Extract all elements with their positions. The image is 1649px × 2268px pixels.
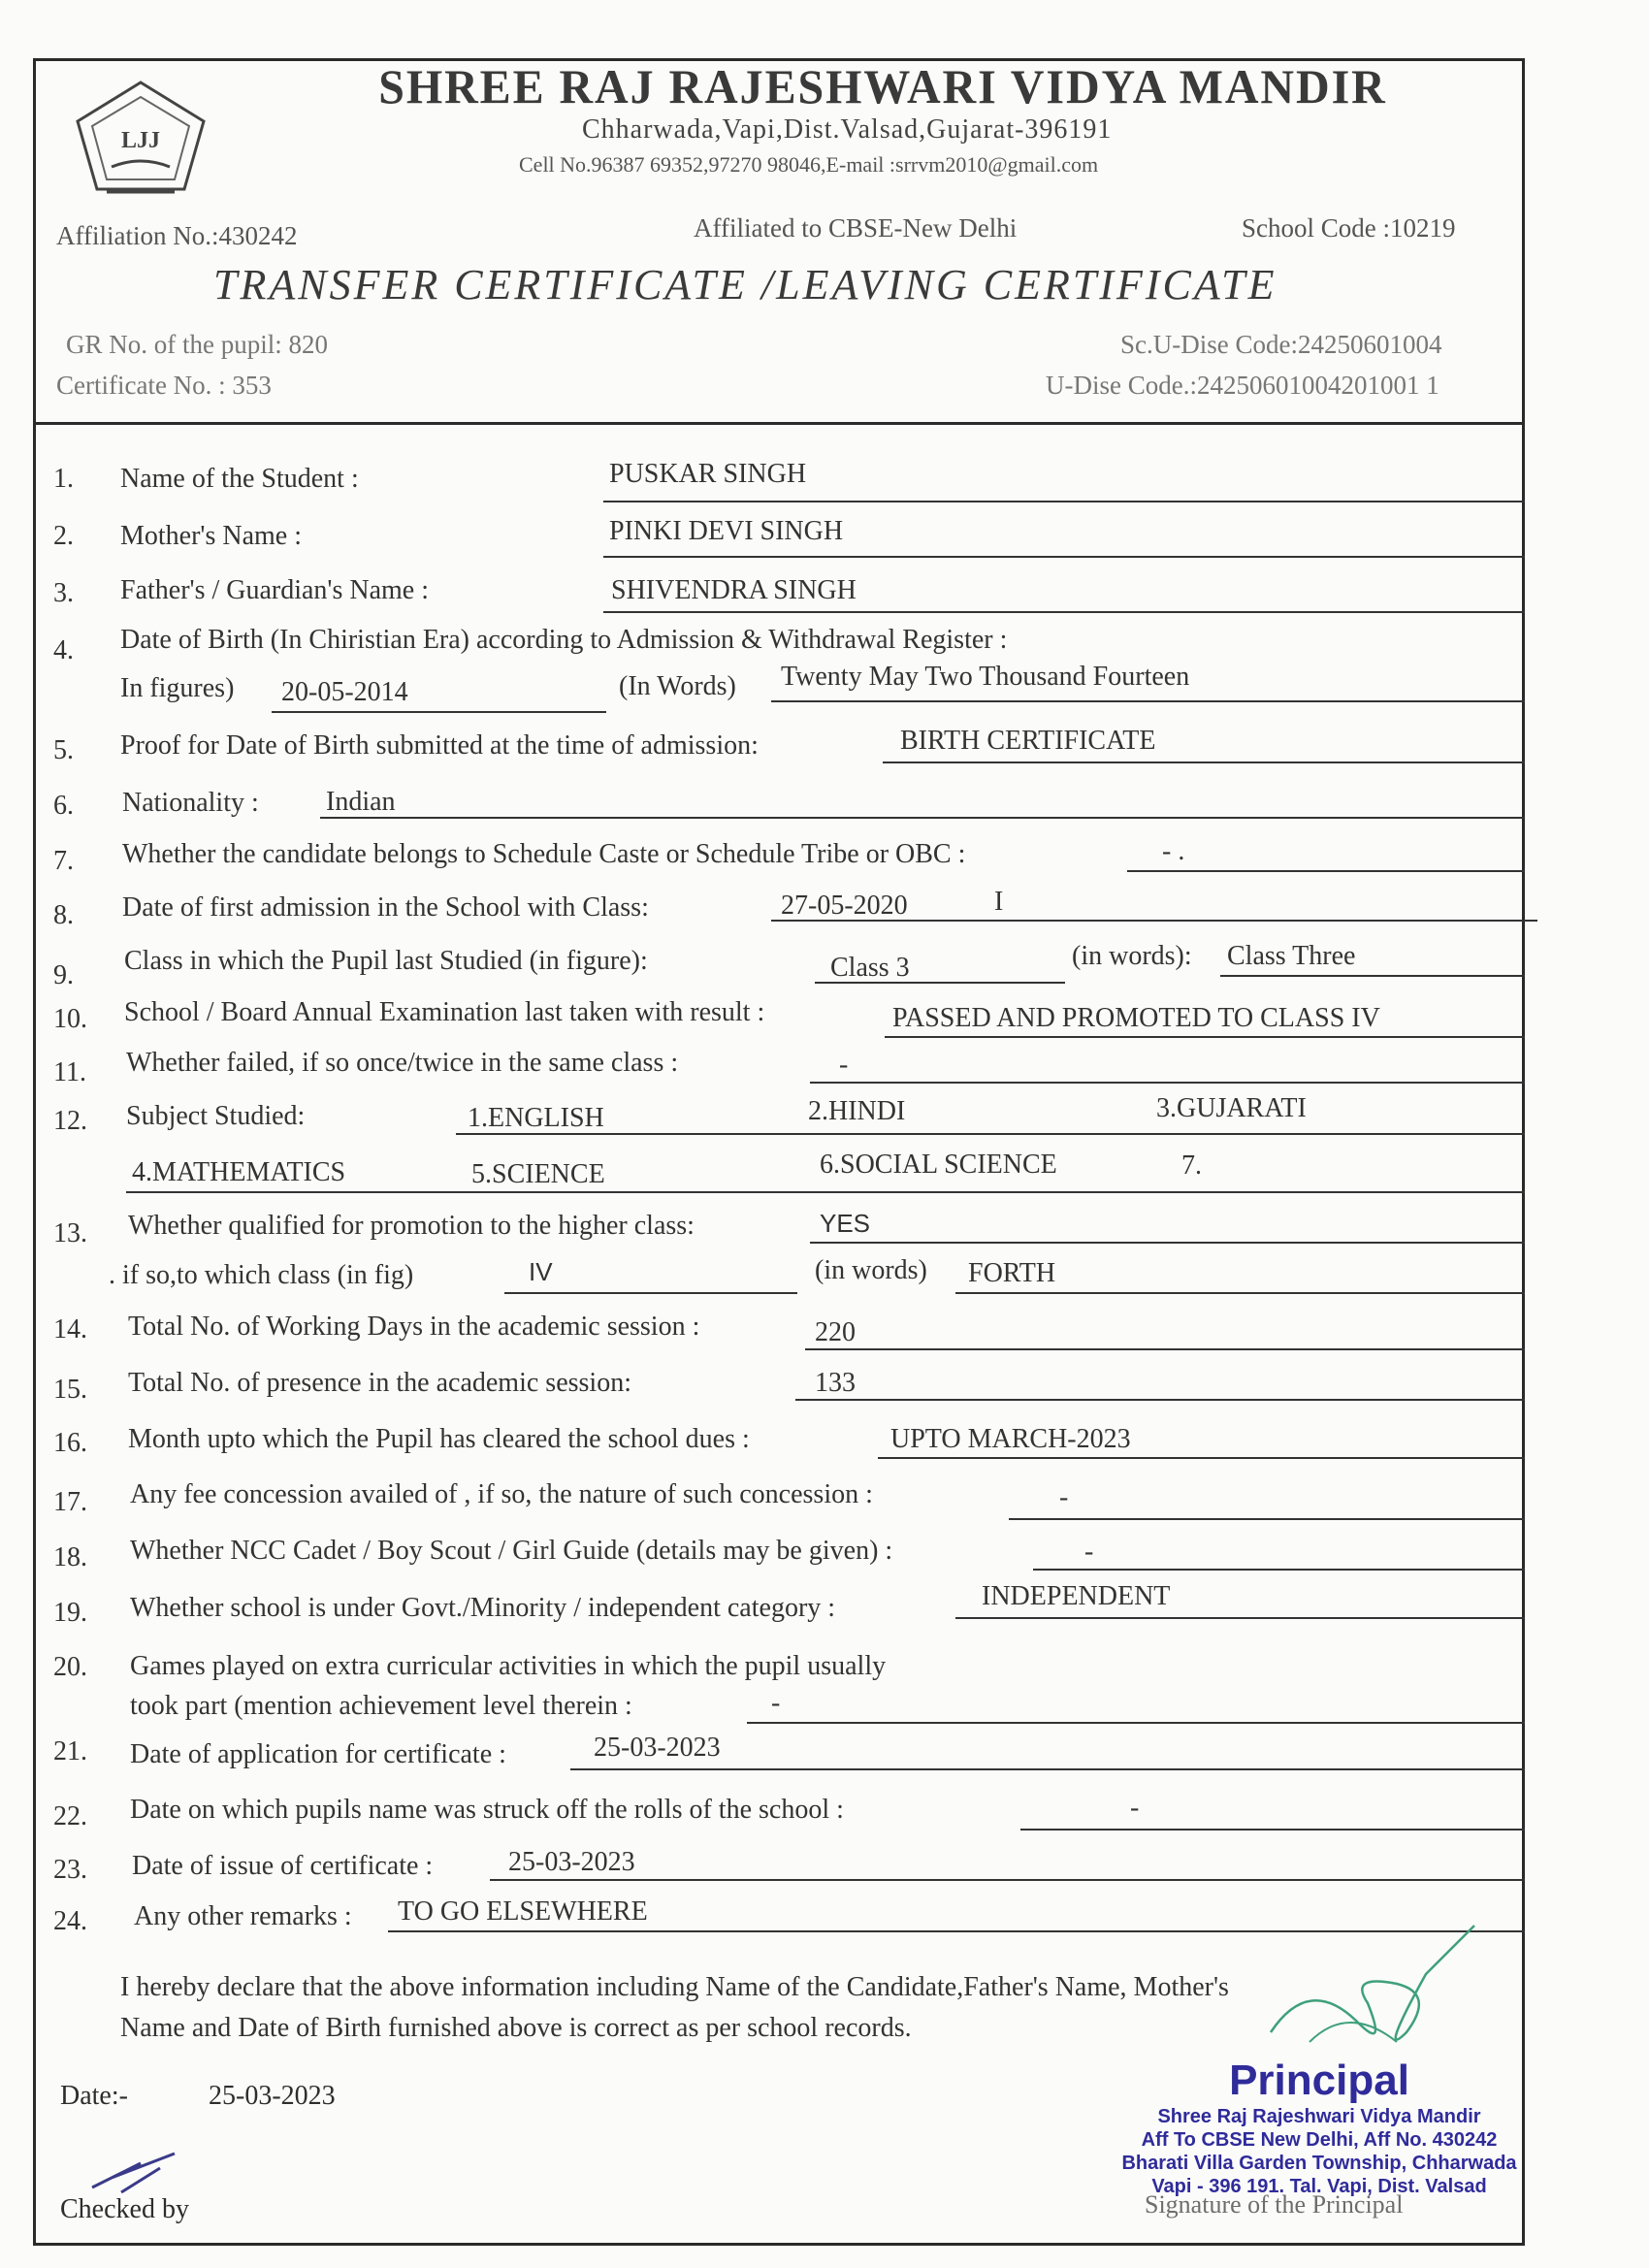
- mother-name-label: Mother's Name :: [120, 521, 303, 551]
- school-name: SHREE RAJ RAJESHWARI VIDYA MANDIR: [378, 59, 1387, 113]
- last-class-value: Class 3: [830, 953, 910, 983]
- presence-label: Total No. of presence in the academic session:: [128, 1368, 631, 1398]
- row-number: 3.: [53, 578, 74, 608]
- stamp-title: Principal: [1229, 2057, 1409, 2104]
- promotion-label: Whether qualified for promotion to the higher class:: [128, 1211, 695, 1241]
- underline: [1009, 1518, 1525, 1520]
- student-name-value: PUSKAR SINGH: [609, 459, 807, 489]
- last-class-words-label: (in words):: [1072, 941, 1192, 971]
- subject-item: 2.HINDI: [808, 1096, 906, 1126]
- affiliated-to: Affiliated to CBSE-New Delhi: [694, 213, 1018, 243]
- declaration-line: I hereby declare that the above information including Name of the Candidate,Father's Name, Mother's: [120, 1972, 1229, 2002]
- underline: [504, 1292, 797, 1294]
- row-number: 15.: [53, 1375, 87, 1405]
- games-value: -: [771, 1688, 781, 1718]
- row-number: 7.: [53, 846, 74, 876]
- row-number: 6.: [53, 791, 74, 821]
- row-number: 5.: [53, 735, 74, 765]
- date-label: Date:-: [60, 2081, 128, 2111]
- row-number: 18.: [53, 1542, 87, 1572]
- certificate-title: TRANSFER CERTIFICATE /LEAVING CERTIFICATE: [213, 261, 1277, 308]
- underline: [810, 1082, 1525, 1084]
- father-name-label: Father's / Guardian's Name :: [120, 575, 430, 605]
- underline: [810, 1242, 1525, 1244]
- row-number: 23.: [53, 1855, 87, 1885]
- student-name-label: Name of the Student :: [120, 464, 359, 494]
- dob-figures-value: 20-05-2014: [281, 677, 408, 707]
- certificate-number: Certificate No. : 353: [56, 371, 272, 400]
- promotion-value: YES: [820, 1209, 871, 1238]
- row-number: 16.: [53, 1428, 87, 1458]
- school-category-value: INDEPENDENT: [982, 1581, 1171, 1611]
- dues-label: Month upto which the Pupil has cleared the school dues :: [128, 1424, 750, 1454]
- row-number: 14.: [53, 1314, 87, 1345]
- school-category-label: Whether school is under Govt./Minority / independent category :: [130, 1593, 836, 1623]
- stamp-line: Aff To CBSE New Delhi, Aff No. 430242: [1141, 2129, 1498, 2151]
- underline: [955, 1617, 1525, 1619]
- row-number: 13.: [53, 1218, 87, 1248]
- row-number: 20.: [53, 1652, 87, 1682]
- father-name-value: SHIVENDRA SINGH: [611, 575, 857, 605]
- subject-item: 3.GUJARATI: [1156, 1093, 1307, 1123]
- working-days-value: 220: [815, 1317, 856, 1347]
- underline: [815, 982, 1065, 984]
- row-number: 12.: [53, 1106, 87, 1136]
- application-date-label: Date of application for certificate :: [130, 1739, 506, 1769]
- promotion-class-fig: IV: [529, 1257, 553, 1286]
- affiliation-number: Affiliation No.:430242: [56, 221, 298, 250]
- subject-item: 1.ENGLISH: [468, 1103, 604, 1133]
- mother-name-value: PINKI DEVI SINGH: [609, 516, 844, 546]
- underline: [456, 1133, 1525, 1135]
- failed-value: -: [839, 1050, 849, 1080]
- underline: [795, 1399, 1525, 1401]
- subject-item: 6.SOCIAL SCIENCE: [820, 1150, 1057, 1180]
- dues-value: UPTO MARCH-2023: [890, 1424, 1131, 1454]
- promotion-class-label: . if so,to which class (in fig): [109, 1260, 414, 1290]
- underline: [603, 611, 1525, 613]
- dob-proof-value: BIRTH CERTIFICATE: [900, 726, 1156, 756]
- first-admission-date: 27-05-2020: [781, 891, 908, 921]
- fee-concession-value: -: [1059, 1482, 1069, 1512]
- underline: [320, 817, 1525, 819]
- row-number: 10.: [53, 1004, 87, 1034]
- stamp-line: Shree Raj Rajeshwari Vidya Mandir: [1157, 2106, 1481, 2127]
- remarks-label: Any other remarks :: [134, 1901, 352, 1931]
- underline: [603, 501, 1525, 502]
- working-days-label: Total No. of Working Days in the academic session :: [128, 1312, 700, 1342]
- row-number: 9.: [53, 960, 74, 990]
- checker-signature-icon: [82, 2144, 199, 2202]
- underline: [126, 1191, 1525, 1193]
- underline: [1020, 1829, 1525, 1831]
- principal-stamp: [1096, 2057, 1542, 2198]
- promotion-class-words-value: FORTH: [968, 1258, 1056, 1288]
- underline: [771, 920, 1537, 922]
- udise-code: U-Dise Code.:24250601004201001 1: [1046, 371, 1439, 400]
- games-label-continued: took part (mention achievement level therein :: [130, 1691, 632, 1721]
- issue-date-label: Date of issue of certificate :: [132, 1851, 434, 1881]
- ncc-label: Whether NCC Cadet / Boy Scout / Girl Guide (details may be given) :: [130, 1536, 893, 1566]
- caste-category-value: - .: [1162, 836, 1185, 866]
- underline: [885, 1036, 1525, 1038]
- games-label: Games played on extra curricular activities in which the pupil usually: [130, 1651, 887, 1681]
- declaration-line: Name and Date of Birth furnished above is correct as per school records.: [120, 2013, 912, 2043]
- header-divider: [33, 422, 1525, 425]
- principal-signature-icon: [1251, 1916, 1484, 2071]
- remarks-value: TO GO ELSEWHERE: [398, 1896, 648, 1927]
- issue-date-value: 25-03-2023: [508, 1847, 635, 1877]
- stamp-line: Vapi - 396 191. Tal. Vapi, Dist. Valsad: [1151, 2176, 1487, 2197]
- last-class-label: Class in which the Pupil last Studied (in figure):: [124, 946, 648, 976]
- underline: [805, 1348, 1525, 1350]
- stamp-line: Bharati Villa Garden Township, Chharwada: [1121, 2153, 1517, 2174]
- underline: [1220, 975, 1525, 977]
- dob-label: Date of Birth (In Chiristian Era) according to Admission & Withdrawal Register :: [120, 625, 1008, 655]
- underline: [603, 556, 1525, 558]
- first-admission-label: Date of first admission in the School with Class:: [122, 892, 649, 923]
- dob-words-label: (In Words): [619, 671, 736, 701]
- gr-number: GR No. of the pupil: 820: [66, 330, 328, 359]
- dob-figures-label: In figures): [120, 673, 235, 703]
- struck-off-value: -: [1130, 1793, 1140, 1823]
- logo-text: LJJ: [120, 128, 161, 153]
- dob-words-value: Twenty May Two Thousand Fourteen: [781, 662, 1190, 692]
- subject-item: 5.SCIENCE: [471, 1159, 605, 1189]
- ncc-value: -: [1084, 1537, 1094, 1567]
- row-number: 8.: [53, 900, 74, 930]
- sc-udise-code: Sc.U-Dise Code:24250601004: [1120, 330, 1442, 359]
- last-exam-value: PASSED AND PROMOTED TO CLASS IV: [892, 1003, 1380, 1033]
- nationality-label: Nationality :: [122, 788, 259, 818]
- row-number: 4.: [53, 635, 74, 665]
- last-class-words-value: Class Three: [1227, 941, 1356, 971]
- school-contact: Cell No.96387 69352,97270 98046,E-mail :srrvm2010@gmail.com: [519, 152, 1099, 177]
- row-number: 19.: [53, 1598, 87, 1628]
- presence-value: 133: [815, 1368, 856, 1398]
- signature-caption: Signature of the Principal: [1145, 2190, 1404, 2219]
- nationality-value: Indian: [326, 787, 396, 817]
- underline: [955, 1292, 1525, 1294]
- last-exam-label: School / Board Annual Examination last taken with result :: [124, 997, 765, 1027]
- underline: [272, 711, 606, 713]
- row-number: 21.: [53, 1736, 87, 1766]
- school-logo-icon: [68, 78, 213, 204]
- subject-item: 7.: [1181, 1150, 1202, 1181]
- application-date-value: 25-03-2023: [594, 1733, 721, 1763]
- row-number: 22.: [53, 1801, 87, 1831]
- struck-off-label: Date on which pupils name was struck off the rolls of the school :: [130, 1795, 844, 1825]
- row-number: 11.: [53, 1057, 86, 1087]
- underline: [747, 1722, 1525, 1724]
- checked-by-label: Checked by: [60, 2194, 189, 2224]
- failed-label: Whether failed, if so once/twice in the same class :: [126, 1048, 679, 1078]
- caste-category-label: Whether the candidate belongs to Schedule Caste or Schedule Tribe or OBC :: [122, 839, 966, 869]
- promotion-class-words-label: (in words): [815, 1255, 927, 1285]
- subjects-label: Subject Studied:: [126, 1101, 306, 1131]
- school-code: School Code :10219: [1242, 213, 1456, 243]
- underline: [878, 1457, 1525, 1459]
- underline: [570, 1768, 1525, 1770]
- school-address: Chharwada,Vapi,Dist.Valsad,Gujarat-396191: [582, 114, 1113, 145]
- date-value: 25-03-2023: [209, 2081, 336, 2111]
- row-number: 2.: [53, 521, 74, 551]
- underline: [490, 1879, 1525, 1881]
- row-number: 24.: [53, 1906, 87, 1936]
- underline: [1033, 1569, 1525, 1571]
- subject-item: 4.MATHEMATICS: [132, 1157, 346, 1187]
- row-number: 17.: [53, 1487, 87, 1517]
- underline: [1127, 870, 1525, 872]
- row-number: 1.: [53, 464, 74, 494]
- underline: [883, 761, 1525, 763]
- underline: [771, 700, 1525, 702]
- dob-proof-label: Proof for Date of Birth submitted at the time of admission:: [120, 730, 759, 761]
- fee-concession-label: Any fee concession availed of , if so, the nature of such concession :: [130, 1479, 873, 1509]
- first-admission-class: I: [994, 887, 1004, 917]
